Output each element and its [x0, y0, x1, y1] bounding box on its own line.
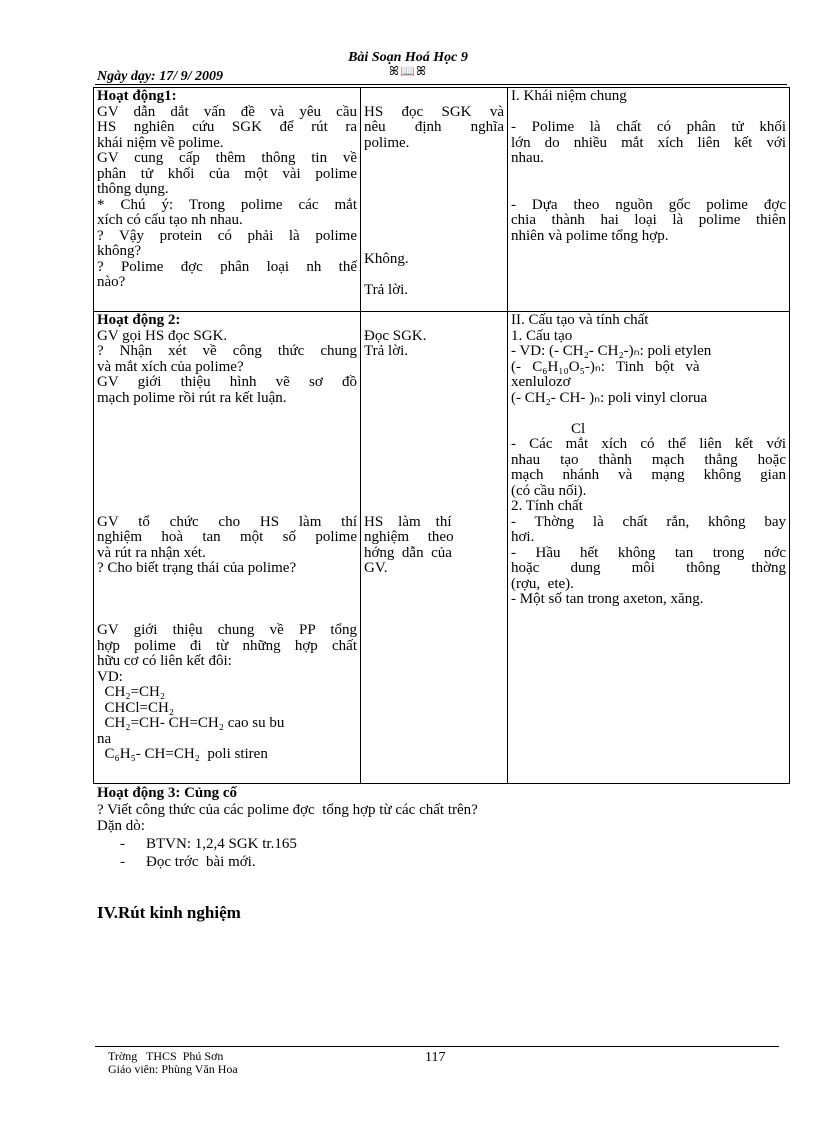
student-line: Trả lời. — [364, 283, 409, 298]
teacher-line: thông dụng. — [97, 182, 169, 197]
content-line: mạch nhánh và mạng không gian — [511, 468, 786, 483]
homework-label: Dặn dò: — [97, 818, 145, 834]
teacher-line: và mắt xích của polime? — [97, 359, 244, 375]
student-line: nêu định nghĩa — [364, 120, 504, 135]
content-line: - Hầu hết không tan trong nớc — [511, 545, 786, 561]
student-line: GV. — [364, 561, 388, 576]
content-line: - Các mắt xích có thể liên kết với — [511, 437, 786, 452]
header-title: Bài Soạn Hoá Học 9 — [348, 50, 468, 65]
teacher-line: không? — [97, 244, 142, 259]
teacher-line: GV dẫn dắt vấn đề và yêu cầu — [97, 104, 357, 120]
book-ornament-icon: ꕤ📖ꕤ — [389, 64, 427, 78]
student-line: nghiệm theo — [364, 530, 454, 545]
teacher-line: * Chú ý: Trong polime các mắt — [97, 197, 357, 213]
teacher-line: GV cung cấp thêm thông tin về — [97, 151, 357, 166]
section-heading: II. Cấu tạo và tính chất — [511, 313, 649, 328]
page-number: 117 — [425, 1050, 446, 1065]
content-line: nhau tạo thành mạch thẳng hoặc — [511, 452, 786, 468]
student-line: hớng dẫn của — [364, 545, 452, 561]
section-heading: I. Khái niệm chung — [511, 89, 627, 104]
student-line: Đọc SGK. — [364, 328, 427, 344]
student-line: Không. — [364, 252, 409, 267]
section-4-title: IV.Rút kinh nghiệm — [97, 903, 241, 922]
list-item: - BTVN: 1,2,4 SGK tr.165 — [120, 836, 297, 852]
teacher-line: ? Polime đợc phân loại nh thế — [97, 259, 357, 275]
content-line: (rợu, ete). — [511, 576, 574, 592]
list-item: - Đọc trớc bài mới. — [120, 854, 256, 870]
content-line: (có cầu nối). — [511, 483, 587, 499]
table-row-activity-1 — [94, 88, 790, 312]
activity-title: Hoạt động 2: — [97, 313, 181, 328]
teacher-line: mạch polime rồi rút ra kết luận. — [97, 390, 287, 406]
formula-line: na — [97, 731, 112, 747]
teacher-cell — [94, 312, 361, 784]
formula-line: C₆H₅- CH=CH₂ poli stiren — [97, 747, 268, 762]
teacher-line: xích có cấu tạo nh nhau. — [97, 213, 243, 228]
formula-line: CH₂=CH₂ — [97, 685, 166, 700]
content-line: hơi. — [511, 530, 535, 545]
content-line: chia thành hai loại là polime thiên — [511, 213, 786, 228]
teacher-line: ? Nhận xét về công thức chung — [97, 344, 357, 359]
list-item-text: BTVN: 1,2,4 SGK tr.165 — [146, 836, 297, 852]
list-item-text: Đọc trớc bài mới. — [146, 854, 256, 870]
content-line: - Thờng là chất rắn, không bay — [511, 514, 786, 530]
teacher-line: GV giới thiệu chung về PP tổng — [97, 623, 357, 638]
lesson-table — [93, 87, 790, 784]
teacher-line: nghiệm hoà tan một số polime — [97, 530, 357, 545]
teacher-line: GV giới thiệu hình vẽ sơ đồ — [97, 375, 357, 390]
content-line: - Một số tan trong axeton, xăng. — [511, 592, 704, 607]
teacher-line: GV gọi HS đọc SGK. — [97, 328, 228, 344]
header-divider — [95, 84, 787, 85]
teacher-line: khái niệm về polime. — [97, 135, 224, 151]
student-cell — [361, 88, 508, 312]
teacher-line: hữu cơ có liên kết đôi: — [97, 654, 232, 669]
subsection-heading: 2. Tính chất — [511, 499, 583, 514]
content-line: - Polime là chất có phân tử khối — [511, 120, 786, 135]
content-cell — [508, 88, 790, 312]
formula-line: CH₂=CH- CH=CH₂ cao su bu — [97, 716, 285, 731]
teacher-cell — [94, 88, 361, 312]
teacher-line: hợp polime đi từ những hợp chất — [97, 638, 357, 654]
footer-teacher: Giáo viên: Phùng Văn Hoa — [108, 1062, 238, 1076]
content-line: - Dựa theo nguồn gốc polime đợc — [511, 197, 786, 213]
student-cell — [361, 312, 508, 784]
teacher-line: VD: — [97, 669, 123, 685]
content-line: Cl — [511, 421, 586, 437]
teacher-line: nào? — [97, 275, 126, 290]
content-line: nhau. — [511, 151, 544, 166]
footer-school: Trờng THCS Phú Sơn — [108, 1049, 224, 1063]
activity-title: Hoạt động1: — [97, 89, 177, 104]
teacher-line: ? Vậy protein có phải là polime — [97, 228, 357, 244]
content-line: xenlulozơ — [511, 375, 571, 390]
student-line: HS làm thí — [364, 514, 452, 530]
subsection-heading: 1. Cấu tạo — [511, 328, 573, 344]
formula-line: CHCl=CH₂ — [97, 700, 175, 716]
content-line: nhiên và polime tổng hợp. — [511, 228, 669, 244]
content-line: - VD: (- CH₂- CH₂-)ₙ: poli etylen — [511, 344, 712, 359]
activity-3-title: Hoạt động 3: Củng cố — [97, 785, 238, 801]
lesson-date: Ngày dạy: 17/ 9/ 2009 — [97, 69, 223, 84]
content-line: hoặc dung môi thông thờng — [511, 561, 786, 576]
teacher-line: GV tổ chức cho HS làm thí — [97, 514, 357, 530]
content-line: lớn do nhiều mắt xích liên kết với — [511, 135, 786, 151]
content-cell — [508, 312, 790, 784]
teacher-line: và rút ra nhận xét. — [97, 545, 206, 561]
teacher-line: HS nghiên cứu SGK để rút ra — [97, 120, 357, 135]
teacher-line: ? Cho biết trạng thái của polime? — [97, 561, 297, 576]
table-row-activity-2 — [94, 312, 790, 784]
student-line: Trả lời. — [364, 344, 409, 359]
student-line: polime. — [364, 135, 410, 151]
content-line: (- CH₂- CH- )ₙ: poli vinyl clorua — [511, 390, 708, 406]
activity-3-question: ? Viết công thức của các polime đợc tổng hợp từ các chất trên? — [97, 802, 478, 818]
footer-divider — [95, 1046, 779, 1047]
content-line: (- C₆H₁₀O₅-)ₙ: Tinh bột và — [511, 359, 700, 375]
teacher-line: phân tử khối của một vài polime — [97, 166, 357, 182]
student-line: HS đọc SGK và — [364, 104, 504, 120]
